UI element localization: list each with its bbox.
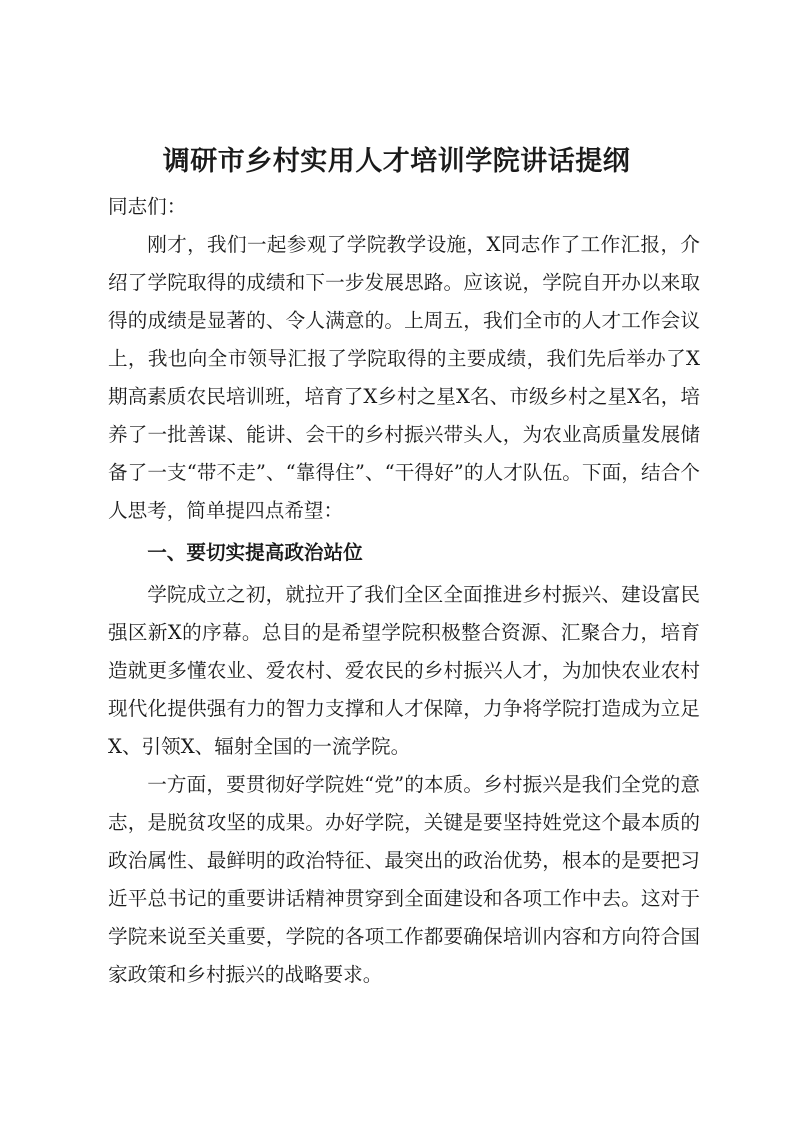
section-heading: 一、要切实提高政治站位: [147, 541, 363, 564]
intro-paragraph: 刚才，我们一起参观了学院教学设施，X同志作了工作汇报，介绍了学院取得的成绩和下一步发展思路。应该说，学院自开办以来取得的成绩是显著的、令人满意的。上周五，我们全市的人才工作会议上，我也向全市领导汇报了学院取得的主要成绩，我们先后举办了X期高素质农民培训班，培育了X乡村之星X名、市级乡村之星X名，培养了一批善谋、能讲、会干的乡村振兴带头人，为农业高质量发展储备了一支“带不走”、“靠得住”、“干得好”的人才队伍。下面，结合个人思考，简单提四点希望：: [108, 233, 700, 522]
section-paragraph: 学院成立之初，就拉开了我们全区全面推进乡村振兴、建设富民强区新X的序幕。总目的是希望学院积极整合资源、汇聚合力，培育造就更多懂农业、爱农村、爱农民的乡村振兴人才，为加快农业农村现代化提供强有力的智力支撑和人才保障，力争将学院打造成为立足X、引领X、辐射全国的一流学院。: [108, 583, 700, 758]
document-title: 调研市乡村实用人才培训学院讲话提纲: [162, 146, 631, 177]
salutation: 同志们：: [108, 195, 187, 218]
section-paragraph: 一方面，要贯彻好学院姓“党”的本质。乡村振兴是我们全党的意志，是脱贫攻坚的成果。办好学院，关键是要坚持姓党这个最本质的政治属性、最鲜明的政治特征、最突出的政治优势，根本的是要把习近平总书记的重要讲话精神贯穿到全面建设和各项工作中去。这对于学院来说至关重要，学院的各项工作都要确保培训内容和方向符合国家政策和乡村振兴的战略要求。: [108, 773, 700, 986]
document-body: [108, 188, 700, 994]
